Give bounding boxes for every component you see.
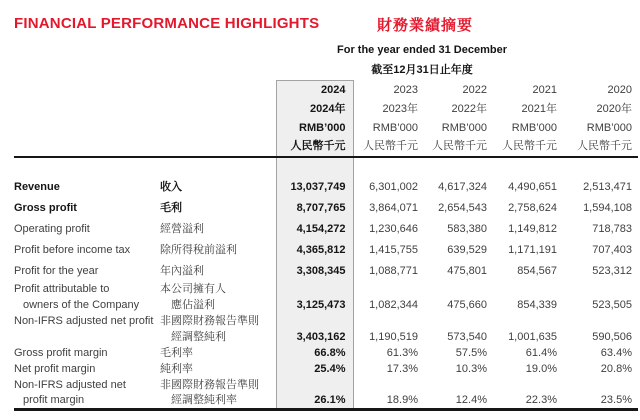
value-2023 <box>353 282 418 298</box>
body-spacer-cell <box>276 157 353 177</box>
value-2022: 10.3% <box>455 363 487 375</box>
col-header-2020-unit_zh: 人民幣千元 <box>557 138 638 157</box>
col-header-2024-unit_zh: 人民幣千元 <box>276 138 353 157</box>
col-header-2020-unit: RMB’000 <box>586 121 632 134</box>
value-2020: 523,505 <box>592 299 632 311</box>
value-2022: 573,540 <box>447 331 487 343</box>
row-label-en: Net profit margin <box>14 363 96 375</box>
col-header-2022-unit_zh: 人民幣千元 <box>418 138 487 157</box>
col-header-2024-unit: RMB’000 <box>276 119 353 138</box>
value-2020: 23.5% <box>557 394 638 410</box>
row-label-zh: 經調整純利 <box>171 331 226 343</box>
row-label-en: Non-IFRS adjusted net profit <box>14 315 154 327</box>
row-label-zh: 本公司擁有人 <box>160 283 226 295</box>
period-heading-zh: 截至12月31日止年度 <box>371 64 473 76</box>
value-2023 <box>353 314 418 330</box>
value-2021: 22.3% <box>487 394 557 410</box>
value-2021: 1,171,191 <box>508 243 557 256</box>
value-2024: 4,154,272 <box>276 219 353 240</box>
row-label-en: Non-IFRS adjusted net <box>14 379 126 391</box>
col-header-2022-year_zh: 2022年 <box>451 102 487 115</box>
row-label-en: Operating profit <box>14 222 90 235</box>
value-2022: 583,380 <box>447 222 487 235</box>
col-header-2024-year: 2024 <box>276 81 353 100</box>
row-label-zh: 毛利 <box>160 201 182 214</box>
value-2023: 1,230,646 <box>369 222 418 235</box>
value-2022: 639,529 <box>447 243 487 256</box>
body-spacer-cell <box>353 157 418 177</box>
value-2023: 1,082,344 <box>369 299 418 311</box>
table-row <box>14 219 638 240</box>
value-2022 <box>418 282 487 298</box>
body-spacer-cell <box>418 157 487 177</box>
table-row <box>14 177 638 198</box>
table-row <box>14 362 638 378</box>
value-2022: 2,654,543 <box>438 201 487 214</box>
value-2023: 6,301,002 <box>369 180 418 193</box>
body-spacer-cell <box>557 157 638 177</box>
table-body <box>14 157 638 410</box>
value-2023 <box>353 378 418 394</box>
value-2022: 475,801 <box>447 264 487 277</box>
page-title-en: FINANCIAL PERFORMANCE HIGHLIGHTS <box>14 15 320 32</box>
value-2021: 854,339 <box>517 299 557 311</box>
value-2022 <box>418 314 487 330</box>
value-2024: 8,707,765 <box>276 198 353 219</box>
value-2020: 2,513,471 <box>583 180 632 193</box>
table-row <box>14 330 638 346</box>
row-label-en <box>14 330 160 346</box>
value-2020: 1,594,108 <box>583 201 632 214</box>
row-label-en: Profit before income tax <box>14 243 131 256</box>
financial-highlights-table <box>14 80 638 411</box>
table-row <box>14 198 638 219</box>
table-header <box>14 81 638 157</box>
row-label-zh: 經營溢利 <box>160 222 204 235</box>
row-label-zh: 純利率 <box>160 363 193 375</box>
row-label-zh: 應佔溢利 <box>171 299 215 311</box>
col-header-2021-year_zh: 2021年 <box>521 102 557 115</box>
value-2021 <box>487 314 557 330</box>
col-header-2021-year: 2021 <box>532 83 557 96</box>
table-row <box>14 261 638 282</box>
row-label-zh: 非國際財務報告準則 <box>160 315 259 327</box>
table-row <box>14 378 638 394</box>
table-row <box>14 346 638 362</box>
value-2020 <box>557 282 638 298</box>
row-label-zh: 非國際財務報告準則 <box>160 379 259 391</box>
col-header-2021-unit_zh: 人民幣千元 <box>487 138 557 157</box>
value-2024: 26.1% <box>276 394 353 410</box>
row-label-en: profit margin <box>14 394 160 410</box>
col-header-2020-year_zh: 2020年 <box>596 102 632 115</box>
value-2021 <box>487 282 557 298</box>
value-2024: 3,125,473 <box>276 298 353 314</box>
header-label-spacer <box>14 81 276 100</box>
value-2023: 1,190,519 <box>369 331 418 343</box>
row-label-zh: 收入 <box>160 180 182 193</box>
value-2024 <box>276 314 353 330</box>
value-2023: 61.3% <box>386 347 418 359</box>
value-2021: 4,490,651 <box>508 180 557 193</box>
body-spacer-cell <box>487 157 557 177</box>
value-2021: 2,758,624 <box>508 201 557 214</box>
value-2024: 3,308,345 <box>276 261 353 282</box>
table-row <box>14 282 638 298</box>
value-2023: 1,415,755 <box>369 243 418 256</box>
value-2020: 523,312 <box>592 264 632 277</box>
value-2021: 1,149,812 <box>508 222 557 235</box>
value-2023: 1,088,771 <box>369 264 418 277</box>
value-2024: 66.8% <box>276 346 353 362</box>
row-label-en: owners of the Company <box>23 299 140 311</box>
value-2020: 707,403 <box>592 243 632 256</box>
col-header-2023-unit_zh: 人民幣千元 <box>353 138 418 157</box>
table-row <box>14 314 638 330</box>
value-2024 <box>276 378 353 394</box>
value-2022: 475,660 <box>447 299 487 311</box>
table-row <box>14 240 638 261</box>
value-2022: 57.5% <box>455 347 487 359</box>
col-header-2022-year: 2022 <box>462 83 487 96</box>
header-label-spacer <box>14 138 276 157</box>
value-2020 <box>557 378 638 394</box>
col-header-2021-unit: RMB’000 <box>511 121 557 134</box>
row-label-zh: 除所得稅前溢利 <box>160 243 237 256</box>
row-label-en: Revenue <box>14 180 60 193</box>
value-2021: 61.4% <box>525 347 557 359</box>
value-2022: 4,617,324 <box>438 180 487 193</box>
value-2023: 3,864,071 <box>369 201 418 214</box>
value-2022: 12.4% <box>418 394 487 410</box>
value-2024: 3,403,162 <box>276 330 353 346</box>
col-header-2023-year: 2023 <box>393 83 418 96</box>
col-header-2020-year: 2020 <box>607 83 632 96</box>
header-label-spacer <box>14 100 276 119</box>
col-header-2024-year_zh: 2024年 <box>276 100 353 119</box>
value-2023: 17.3% <box>386 363 418 375</box>
value-2024: 4,365,812 <box>276 240 353 261</box>
value-2020: 20.8% <box>600 363 632 375</box>
value-2023: 18.9% <box>353 394 418 410</box>
row-label-en: Gross profit margin <box>14 347 108 359</box>
value-2020: 590,506 <box>592 331 632 343</box>
table-row <box>14 298 638 314</box>
value-2024: 13,037,749 <box>276 177 353 198</box>
row-label-en: Gross profit <box>14 201 77 214</box>
body-spacer <box>14 157 276 177</box>
value-2021: 854,567 <box>517 264 557 277</box>
value-2021 <box>487 378 557 394</box>
row-label-en: Profit for the year <box>14 264 99 277</box>
col-header-2023-unit: RMB’000 <box>372 121 418 134</box>
value-2022 <box>418 378 487 394</box>
col-header-2022-unit: RMB’000 <box>441 121 487 134</box>
value-2020: 63.4% <box>600 347 632 359</box>
value-2020: 718,783 <box>592 222 632 235</box>
value-2024 <box>276 282 353 298</box>
value-2021: 19.0% <box>525 363 557 375</box>
value-2021: 1,001,635 <box>508 331 557 343</box>
header-label-spacer <box>14 119 276 138</box>
row-label-zh: 年內溢利 <box>160 264 204 277</box>
row-label-en: Profit attributable to <box>14 283 110 295</box>
period-heading-en: For the year ended 31 December <box>337 44 507 56</box>
row-label-zh: 經調整純利率 <box>160 394 276 410</box>
value-2020 <box>557 314 638 330</box>
col-header-2023-year_zh: 2023年 <box>382 102 418 115</box>
row-label-zh: 毛利率 <box>160 347 193 359</box>
page-title-zh: 財務業績摘要 <box>376 17 474 34</box>
table-row <box>14 394 638 410</box>
value-2024: 25.4% <box>276 362 353 378</box>
